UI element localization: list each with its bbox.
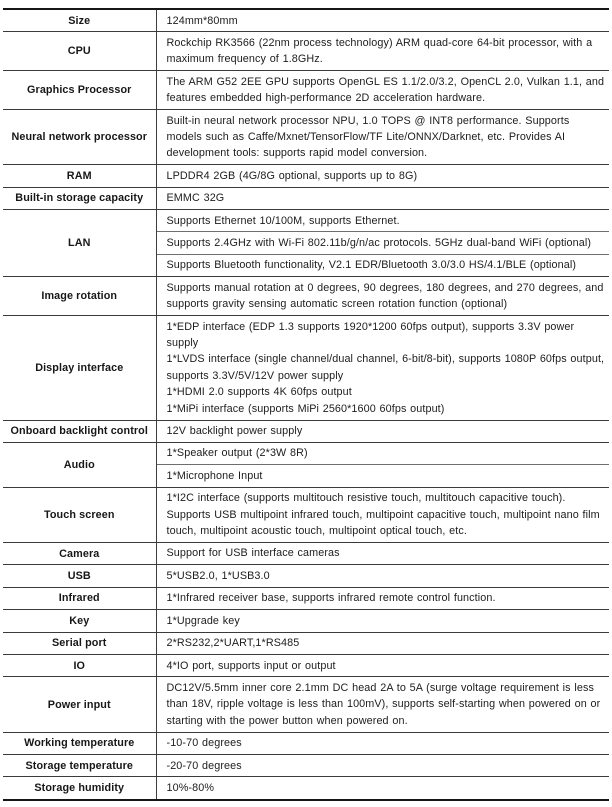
spec-label-power-input: Power input xyxy=(3,677,156,732)
spec-value-built-in-storage-capacity xyxy=(156,187,609,209)
spec-row-built-in-storage-capacity xyxy=(3,187,609,209)
spec-row-image-rotation xyxy=(3,277,609,316)
spec-label-ram: RAM xyxy=(3,165,156,187)
spec-value-line: 1*HDMI 2.0 supports 4K 60fps output xyxy=(166,386,352,399)
spec-row-io xyxy=(3,655,609,677)
spec-value-graphics-processor xyxy=(156,71,609,110)
spec-label-serial-port: Serial port xyxy=(3,632,156,654)
spec-row-neural-network-processor xyxy=(3,110,609,165)
spec-value-size xyxy=(156,9,609,32)
spec-value-audio-1 xyxy=(156,442,609,464)
spec-label-storage-humidity: Storage humidity xyxy=(3,777,156,800)
spec-label-camera: Camera xyxy=(3,542,156,564)
spec-label-audio: Audio xyxy=(3,442,156,487)
spec-value-line: Supports USB multipoint infrared touch, multipoint capacitive touch, multipoint nano film touch, multipoint acoustic touch, multipoint optical touch, etc. xyxy=(166,508,600,538)
spec-value-line: Support for USB interface cameras xyxy=(166,547,340,560)
spec-value-line: 12V backlight power supply xyxy=(166,425,303,438)
spec-value-line: EMMC 32G xyxy=(166,192,225,205)
spec-row-onboard-backlight-control xyxy=(3,420,609,442)
spec-value-line: 5*USB2.0, 1*USB3.0 xyxy=(166,569,270,582)
spec-value-lan-2 xyxy=(156,232,609,254)
spec-value-display-interface xyxy=(156,316,609,420)
spec-row-key xyxy=(3,610,609,632)
spec-value-working-temperature xyxy=(156,732,609,754)
spec-value-line: 10%-80% xyxy=(166,781,215,794)
spec-label-onboard-backlight-control: Onboard backlight control xyxy=(3,420,156,442)
spec-value-line: Supports Ethernet 10/100M, supports Ethernet. xyxy=(166,214,400,227)
spec-row-lan-1 xyxy=(3,210,609,232)
spec-value-line: 1*Speaker output (2*3W 8R) xyxy=(166,447,308,460)
spec-value-line: 1*LVDS interface (single channel/dual channel, 6-bit/8-bit), supports 1080P 60fps output, supports 3.3V/5V/12V power supply xyxy=(166,353,605,382)
spec-value-onboard-backlight-control xyxy=(156,420,609,442)
spec-value-line: Supports manual rotation at 0 degrees, 90 degrees, 180 degrees, and 270 degrees, and supports gravity sensing automatic screen rotation function (optional) xyxy=(166,281,604,311)
spec-value-line: 1*MiPi interface (supports MiPi 2560*1600 60fps output) xyxy=(166,402,445,415)
spec-row-ram xyxy=(3,165,609,187)
spec-value-line: 1*EDP interface (EDP 1.3 supports 1920*1200 60fps output), supports 3.3V power supply xyxy=(166,320,575,349)
spec-value-line: 1*I2C interface (supports multitouch resistive touch, multitouch capacitive touch). xyxy=(166,492,566,505)
spec-value-serial-port xyxy=(156,632,609,654)
spec-row-power-input xyxy=(3,677,609,732)
spec-row-infrared xyxy=(3,587,609,609)
spec-value-line: Supports 2.4GHz with Wi-Fi 802.11b/g/n/ac protocols. 5GHz dual-band WiFi (optional) xyxy=(166,236,592,249)
spec-value-line: 1*Infrared receiver base, supports infrared remote control function. xyxy=(166,592,496,605)
spec-row-cpu xyxy=(3,32,609,71)
spec-label-storage-temperature: Storage temperature xyxy=(3,755,156,777)
spec-value-touch-screen xyxy=(156,487,609,542)
spec-label-usb: USB xyxy=(3,565,156,587)
spec-value-line: -20-70 degrees xyxy=(166,759,242,772)
spec-label-cpu: CPU xyxy=(3,32,156,71)
spec-value-line: The ARM G52 2EE GPU supports OpenGL ES 1.1/2.0/3.2, OpenCL 2.0, Vulkan 1.1, and features embedded high-performance 2D acceleration hardware. xyxy=(166,75,605,105)
spec-label-built-in-storage-capacity: Built-in storage capacity xyxy=(3,187,156,209)
spec-value-neural-network-processor xyxy=(156,110,609,165)
spec-value-line: Rockchip RK3566 (22nm process technology) ARM quad-core 64-bit processor, with a maximum frequency of 1.8GHz. xyxy=(166,36,593,66)
spec-row-audio-1 xyxy=(3,442,609,464)
spec-table-body xyxy=(3,9,609,800)
spec-label-display-interface: Display interface xyxy=(3,316,156,420)
spec-value-key xyxy=(156,610,609,632)
spec-row-storage-humidity xyxy=(3,777,609,800)
spec-label-touch-screen: Touch screen xyxy=(3,487,156,542)
spec-table xyxy=(3,8,609,801)
spec-label-infrared: Infrared xyxy=(3,587,156,609)
spec-row-storage-temperature xyxy=(3,755,609,777)
spec-value-camera xyxy=(156,542,609,564)
spec-value-audio-2 xyxy=(156,465,609,487)
spec-value-image-rotation xyxy=(156,277,609,316)
spec-row-usb xyxy=(3,565,609,587)
spec-label-graphics-processor: Graphics Processor xyxy=(3,71,156,110)
spec-value-line: DC12V/5.5mm inner core 2.1mm DC head 2A to 5A (surge voltage requirement is less than 18V, ripple voltage is less than 100mV), supports self-starting when powered on or starting with the power button when powered on. xyxy=(166,681,601,727)
spec-label-size: Size xyxy=(3,9,156,32)
spec-label-working-temperature: Working temperature xyxy=(3,732,156,754)
spec-value-line: 1*Upgrade key xyxy=(166,614,240,627)
spec-value-line: 1*Microphone Input xyxy=(166,469,263,482)
spec-value-cpu xyxy=(156,32,609,71)
spec-row-display-interface xyxy=(3,316,609,420)
spec-value-line: 4*IO port, supports input or output xyxy=(166,659,336,672)
spec-value-line: -10-70 degrees xyxy=(166,737,242,750)
spec-value-line: Supports Bluetooth functionality, V2.1 EDR/Bluetooth 3.0/3.0 HS/4.1/BLE (optional) xyxy=(166,259,577,272)
spec-row-touch-screen xyxy=(3,487,609,542)
spec-value-storage-humidity xyxy=(156,777,609,800)
spec-label-key: Key xyxy=(3,610,156,632)
spec-value-usb xyxy=(156,565,609,587)
spec-row-size xyxy=(3,9,609,32)
spec-value-infrared xyxy=(156,587,609,609)
spec-value-ram xyxy=(156,165,609,187)
spec-value-line: LPDDR4 2GB (4G/8G optional, supports up to 8G) xyxy=(166,169,418,182)
spec-row-graphics-processor xyxy=(3,71,609,110)
spec-value-line: 124mm*80mm xyxy=(166,14,238,27)
spec-value-lan-3 xyxy=(156,254,609,276)
spec-value-io xyxy=(156,655,609,677)
spec-label-lan: LAN xyxy=(3,210,156,277)
spec-row-camera xyxy=(3,542,609,564)
spec-value-line: Built-in neural network processor NPU, 1.0 TOPS @ INT8 performance. Supports models such as Caffe/Mxnet/TensorFlow/TF Lite/ONNX/Darknet, etc. Provides AI development tools: supports rapid model conversion. xyxy=(166,114,570,160)
spec-value-lan-1 xyxy=(156,210,609,232)
spec-value-line: 2*RS232,2*UART,1*RS485 xyxy=(166,637,300,650)
spec-value-storage-temperature xyxy=(156,755,609,777)
spec-label-io: IO xyxy=(3,655,156,677)
spec-label-image-rotation: Image rotation xyxy=(3,277,156,316)
spec-row-working-temperature xyxy=(3,732,609,754)
spec-row-serial-port xyxy=(3,632,609,654)
spec-value-power-input xyxy=(156,677,609,732)
spec-label-neural-network-processor: Neural network processor xyxy=(3,110,156,165)
